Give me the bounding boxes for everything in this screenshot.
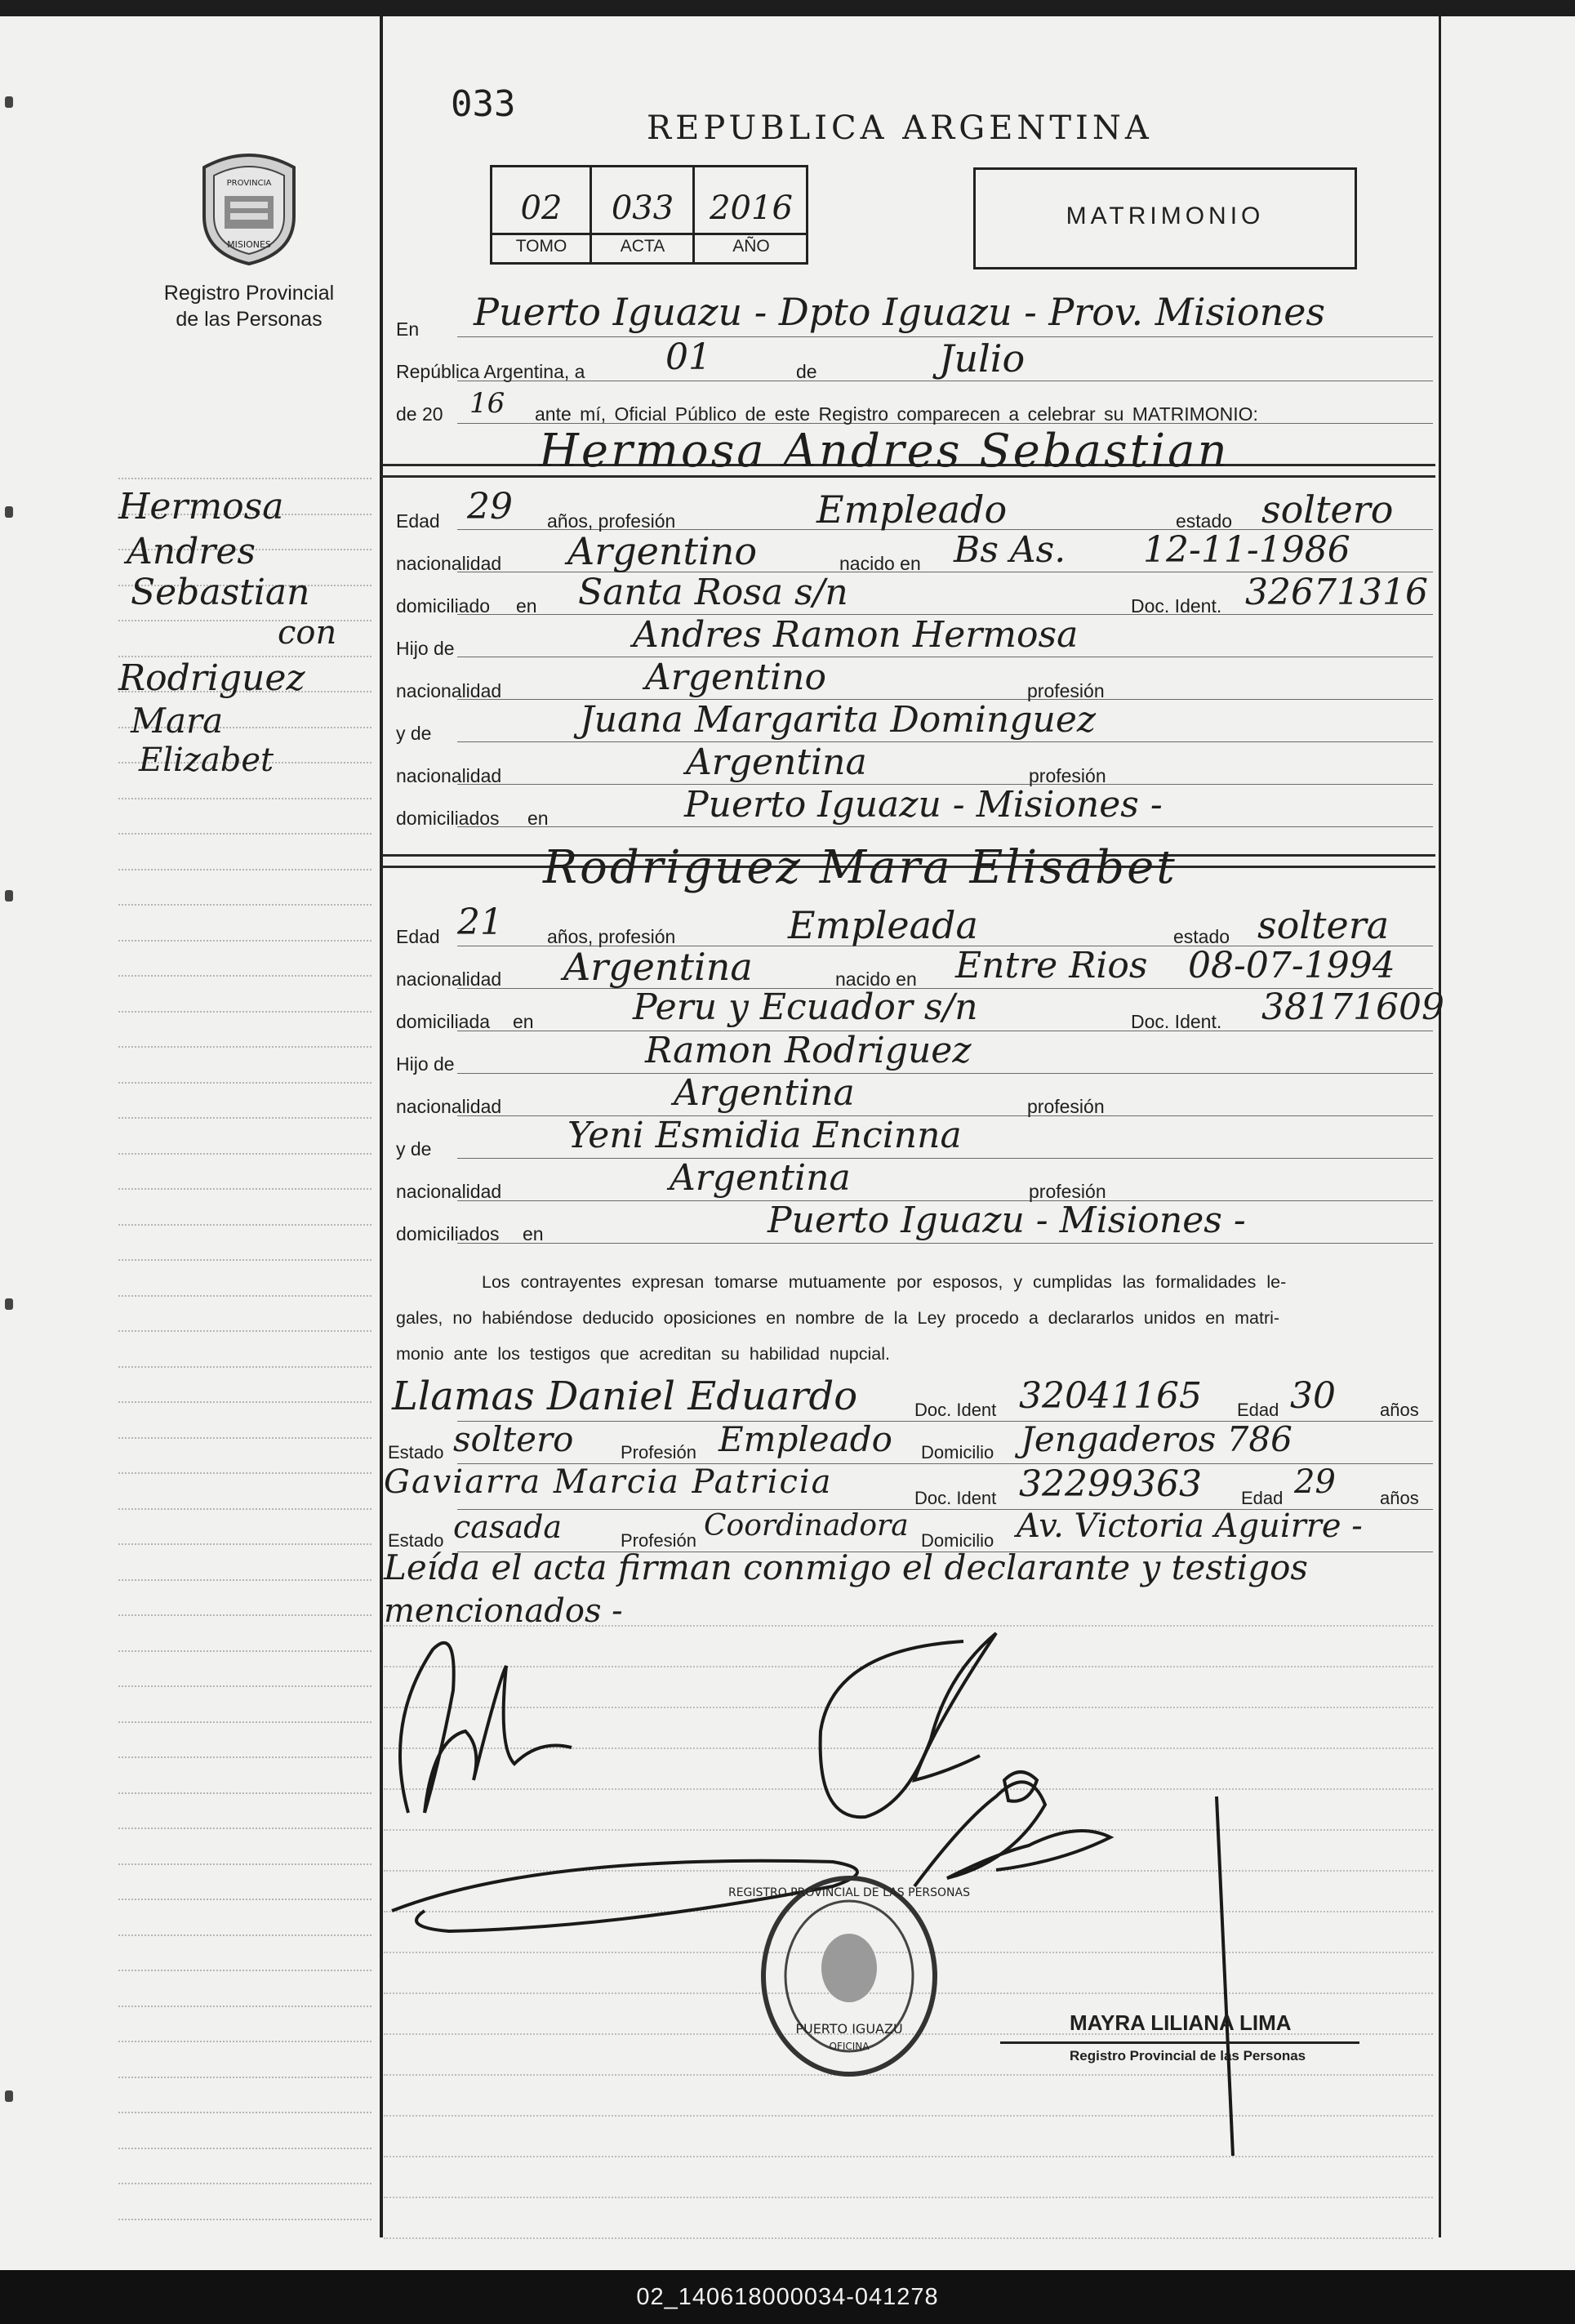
margin-note-line: Sebastian <box>131 572 310 613</box>
signature-rule-line <box>384 2197 1433 2198</box>
groom-nacido: Bs As. <box>954 529 1066 571</box>
groom-prof-madre-label: profesión <box>1029 765 1106 786</box>
groom-yde-label: y de <box>396 723 432 744</box>
margin-rule-line <box>118 2041 372 2042</box>
margin-rule-line <box>118 1934 372 1936</box>
scan-footer-code: 02_140618000034-041278 <box>0 2270 1575 2324</box>
groom-en-label: en <box>516 595 537 617</box>
witness1-domicilio: Jengaderos 786 <box>1021 1419 1292 1459</box>
margin-note-line: con <box>278 614 337 652</box>
witness1-estado: soltero <box>453 1419 574 1459</box>
margin-rule-line <box>118 1437 372 1439</box>
margin-rule-line <box>118 1117 372 1119</box>
witness1-profesion: Empleado <box>719 1419 892 1459</box>
bride-domicilio: Peru y Ecuador s/n <box>633 986 978 1028</box>
groom-padre: Andres Ramon Hermosa <box>633 614 1079 656</box>
bride-edad-label: Edad <box>396 926 440 947</box>
margin-rule-line <box>118 1970 372 1971</box>
svg-text:MISIONES: MISIONES <box>227 239 271 250</box>
margin-rule-line <box>118 2112 372 2113</box>
bride-signature <box>821 1633 996 1817</box>
groom-nac-madre: Argentina <box>686 741 867 783</box>
margin-note-line: Rodriguez <box>118 657 305 699</box>
margin-rule-line <box>118 1650 372 1652</box>
margin-note-line: Andres <box>127 531 256 572</box>
witness1-domicilio-label: Domicilio <box>921 1442 994 1463</box>
acta-value: 033 <box>611 189 674 227</box>
provincial-seal-icon <box>196 151 302 265</box>
de-label: de <box>796 361 817 382</box>
groom-doc: 32671316 <box>1245 572 1428 613</box>
registry-stamp <box>728 1878 970 2074</box>
witness2-estado-label: Estado <box>388 1530 444 1551</box>
bride-padre: Ramon Rodriguez <box>645 1030 972 1071</box>
margin-rule-line <box>118 478 372 479</box>
registry-line-1: Registro Provincial <box>163 282 335 305</box>
acta-label: ACTA <box>620 237 665 256</box>
margin-rule-line <box>118 1543 372 1545</box>
tomo-label: TOMO <box>515 237 567 256</box>
form-rule-line <box>457 741 1433 742</box>
margin-rule-line <box>118 1863 372 1865</box>
bride-nacido-label: nacido en <box>835 968 917 990</box>
month-value: Julio <box>939 336 1026 381</box>
declaration-line-1: Los contrayentes expresan tomarse mutuamente por esposos, y cumplidas las formalidades le- <box>482 1272 1287 1292</box>
witness2-doc: 32299363 <box>1019 1463 1202 1505</box>
declaration-line-3: monio ante los testigos que acreditan su habilidad nupcial. <box>396 1344 890 1364</box>
margin-rule-line <box>118 1188 372 1190</box>
witness1-doc-label: Doc. Ident <box>914 1400 997 1420</box>
margin-rule-line <box>118 1224 372 1226</box>
margin-rule-line <box>118 1792 372 1794</box>
right-border-line <box>1439 16 1441 2237</box>
bride-doc-label: Doc. Ident. <box>1131 1011 1222 1032</box>
binder-hole <box>5 2090 13 2102</box>
witness2-profesion: Coordinadora <box>704 1509 909 1543</box>
groom-nac-padre: Argentino <box>645 657 826 698</box>
declaration-line-2: gales, no habiéndose deducido oposiciones en nombre de la Ley procedo a declararlos unidos en matri- <box>396 1308 1280 1328</box>
witness1-anos-label: años <box>1380 1400 1419 1420</box>
margin-rule-line <box>118 1756 372 1758</box>
groom-nacido-label: nacido en <box>839 553 921 574</box>
form-rule-line <box>457 826 1433 827</box>
margin-note-line: Mara <box>131 701 224 741</box>
groom-prof-padre-label: profesión <box>1027 680 1105 701</box>
bride-nac-padre-label: nacionalidad <box>396 1096 502 1117</box>
bride-dom-padres: Puerto Iguazu - Misiones - <box>767 1200 1246 1241</box>
signatures-area <box>376 1617 1437 2172</box>
official-signature-line <box>1000 2041 1359 2044</box>
margin-rule-line <box>118 1508 372 1510</box>
year-label: de 20 <box>396 403 443 425</box>
stamp-city: PUERTO IGUAZU <box>795 2021 903 2037</box>
groom-dom-en-label: en <box>527 808 549 829</box>
signature-rule-line <box>384 2237 1433 2239</box>
groom-dom-padres-label: domiciliados <box>396 808 500 829</box>
groom-profesion: Empleado <box>816 488 1008 532</box>
groom-dom-padres: Puerto Iguazu - Misiones - <box>684 784 1163 826</box>
witness1-name: Llamas Daniel Eduardo <box>392 1373 858 1419</box>
bride-edad: 21 <box>457 902 503 943</box>
margin-rule-line <box>118 1614 372 1616</box>
witness2-domicilio-label: Domicilio <box>921 1530 994 1551</box>
margin-rule-line <box>118 1082 372 1084</box>
stamp-side: OFICINA <box>829 2041 870 2052</box>
groom-domicilio-label: domiciliado <box>396 595 491 617</box>
witness2-edad-label: Edad <box>1241 1488 1284 1508</box>
bride-estado-label: estado <box>1173 926 1230 947</box>
bride-hijo-label: Hijo de <box>396 1053 455 1075</box>
witness2-signature <box>914 1772 1110 1886</box>
svg-text:PROVINCIA: PROVINCIA <box>226 179 272 188</box>
republica-label: República Argentina, a <box>396 361 585 382</box>
groom-edad: 29 <box>467 486 513 528</box>
official-title: Registro Provincial de las Personas <box>1070 2048 1306 2064</box>
form-rule-line <box>457 1243 1433 1244</box>
bride-yde-label: y de <box>396 1138 432 1160</box>
margin-rule-line <box>118 975 372 977</box>
witness1-estado-label: Estado <box>388 1442 444 1463</box>
margin-rule-line <box>118 1828 372 1829</box>
margin-rule-line <box>118 1472 372 1474</box>
bride-profesion-label: años, profesión <box>547 926 676 947</box>
witness2-name: Gaviarra Marcia Patricia <box>384 1463 833 1501</box>
tomo-value: 02 <box>520 189 563 227</box>
bride-nac-padre: Argentina <box>674 1072 855 1114</box>
binder-hole <box>5 1298 13 1310</box>
bride-nac-madre-label: nacionalidad <box>396 1181 502 1202</box>
bride-estado: soltera <box>1257 903 1390 947</box>
margin-rule-line <box>118 1153 372 1155</box>
margin-rule-line <box>118 2183 372 2184</box>
margin-rule-line <box>118 2219 372 2220</box>
anio-value: 2016 <box>710 189 793 227</box>
bride-en-label: en <box>513 1011 534 1032</box>
witness1-profesion-label: Profesión <box>621 1442 696 1463</box>
groom-nac-madre-label: nacionalidad <box>396 765 502 786</box>
margin-rule-line <box>118 1011 372 1013</box>
groom-signature <box>400 1643 572 1813</box>
margin-note-line: Elizabet <box>139 741 274 779</box>
groom-nacionalidad-label: nacionalidad <box>396 553 502 574</box>
margin-rule-line <box>118 798 372 799</box>
scan-top-edge <box>0 0 1575 16</box>
margin-rule-line <box>118 869 372 870</box>
margin-rule-line <box>118 1899 372 1900</box>
margin-rule-line <box>118 2077 372 2078</box>
margin-rule-line <box>118 940 372 942</box>
place-value: Puerto Iguazu - Dpto Iguazu - Prov. Misiones <box>474 290 1326 334</box>
closing-line-2: mencionados - <box>384 1592 623 1630</box>
year-value: 16 <box>469 387 505 420</box>
bride-nac-madre: Argentina <box>670 1157 851 1199</box>
witness1-edad: 30 <box>1290 1375 1336 1417</box>
bride-domicilio-label: domiciliada <box>396 1011 491 1032</box>
groom-estado-label: estado <box>1176 510 1233 532</box>
official-signature <box>1217 1796 1233 2156</box>
binder-hole <box>5 506 13 518</box>
bride-fecha-nac: 08-07-1994 <box>1188 945 1395 986</box>
margin-rule-line <box>118 1401 372 1403</box>
witness1-edad-label: Edad <box>1237 1400 1279 1420</box>
groom-hijo-label: Hijo de <box>396 638 455 659</box>
form-rule-line <box>457 1073 1433 1074</box>
bride-name: Rodriguez Mara Elisabet <box>543 841 1177 894</box>
form-rule-line <box>457 1158 1433 1159</box>
witness2-profesion-label: Profesión <box>621 1530 696 1551</box>
groom-madre: Juana Margarita Dominguez <box>580 699 1097 741</box>
bride-doc: 38171609 <box>1261 986 1444 1028</box>
bride-profesion: Empleada <box>788 903 978 947</box>
margin-rule-line <box>118 1579 372 1581</box>
page-number: 033 <box>451 83 516 125</box>
witness1-doc: 32041165 <box>1019 1375 1202 1417</box>
anio-label: AÑO <box>732 237 770 256</box>
witness2-domicilio: Av. Victoria Aguirre - <box>1017 1507 1363 1545</box>
margin-rule-line <box>118 1366 372 1368</box>
witness2-doc-label: Doc. Ident <box>914 1488 997 1508</box>
bride-madre: Yeni Esmidia Encinna <box>567 1115 962 1156</box>
groom-fecha-nac: 12-11-1986 <box>1143 529 1350 571</box>
bride-nacionalidad-label: nacionalidad <box>396 968 502 990</box>
witness2-anos-label: años <box>1380 1488 1419 1508</box>
country-title: REPUBLICA ARGENTINA <box>647 109 1153 147</box>
witness2-estado: casada <box>453 1509 563 1545</box>
act-type: MATRIMONIO <box>1066 203 1265 229</box>
margin-rule-line <box>118 2148 372 2149</box>
bride-dom-padres-label: domiciliados <box>396 1223 500 1244</box>
margin-rule-line <box>118 833 372 835</box>
bride-prof-padre-label: profesión <box>1027 1096 1105 1117</box>
groom-nacionalidad: Argentino <box>567 529 758 573</box>
groom-doc-label: Doc. Ident. <box>1131 595 1222 617</box>
margin-rule-line <box>118 1046 372 1048</box>
bride-dom-en-label: en <box>523 1223 544 1244</box>
margin-rule-line <box>118 1685 372 1687</box>
bride-nacido: Entre Rios <box>955 945 1148 986</box>
binder-hole <box>5 96 13 108</box>
table-divider <box>490 233 808 235</box>
binder-hole <box>5 890 13 902</box>
bride-prof-madre-label: profesión <box>1029 1181 1106 1202</box>
margin-rule-line <box>118 904 372 906</box>
registry-line-2: de las Personas <box>176 308 323 331</box>
groom-domicilio: Santa Rosa s/n <box>578 572 848 613</box>
margin-rule-line <box>118 1295 372 1297</box>
en-label: En <box>396 318 420 340</box>
bride-nacionalidad: Argentina <box>563 945 753 989</box>
day-value: 01 <box>665 336 711 378</box>
stamp-ring-text: REGISTRO PROVINCIAL DE LAS PERSONAS <box>727 1886 971 1899</box>
groom-nac-padre-label: nacionalidad <box>396 680 502 701</box>
groom-profesion-label: años, profesión <box>547 510 676 532</box>
official-name: MAYRA LILIANA LIMA <box>1070 2010 1292 2035</box>
groom-edad-label: Edad <box>396 510 440 532</box>
margin-rule-line <box>118 1721 372 1723</box>
margin-rule-line <box>118 1259 372 1261</box>
margin-rule-line <box>118 2006 372 2007</box>
groom-name: Hermosa Andres Sebastian <box>539 425 1230 478</box>
margin-note-line: Hermosa <box>118 486 284 528</box>
intro-text: ante mí, Oficial Público de este Registro comparecen a celebrar su MATRIMONIO: <box>535 403 1258 425</box>
closing-line-1: Leída el acta firman conmigo el declarante y testigos <box>384 1547 1308 1587</box>
witness2-edad: 29 <box>1294 1463 1336 1501</box>
groom-estado: soltero <box>1261 488 1394 532</box>
margin-rule-line <box>118 1330 372 1332</box>
